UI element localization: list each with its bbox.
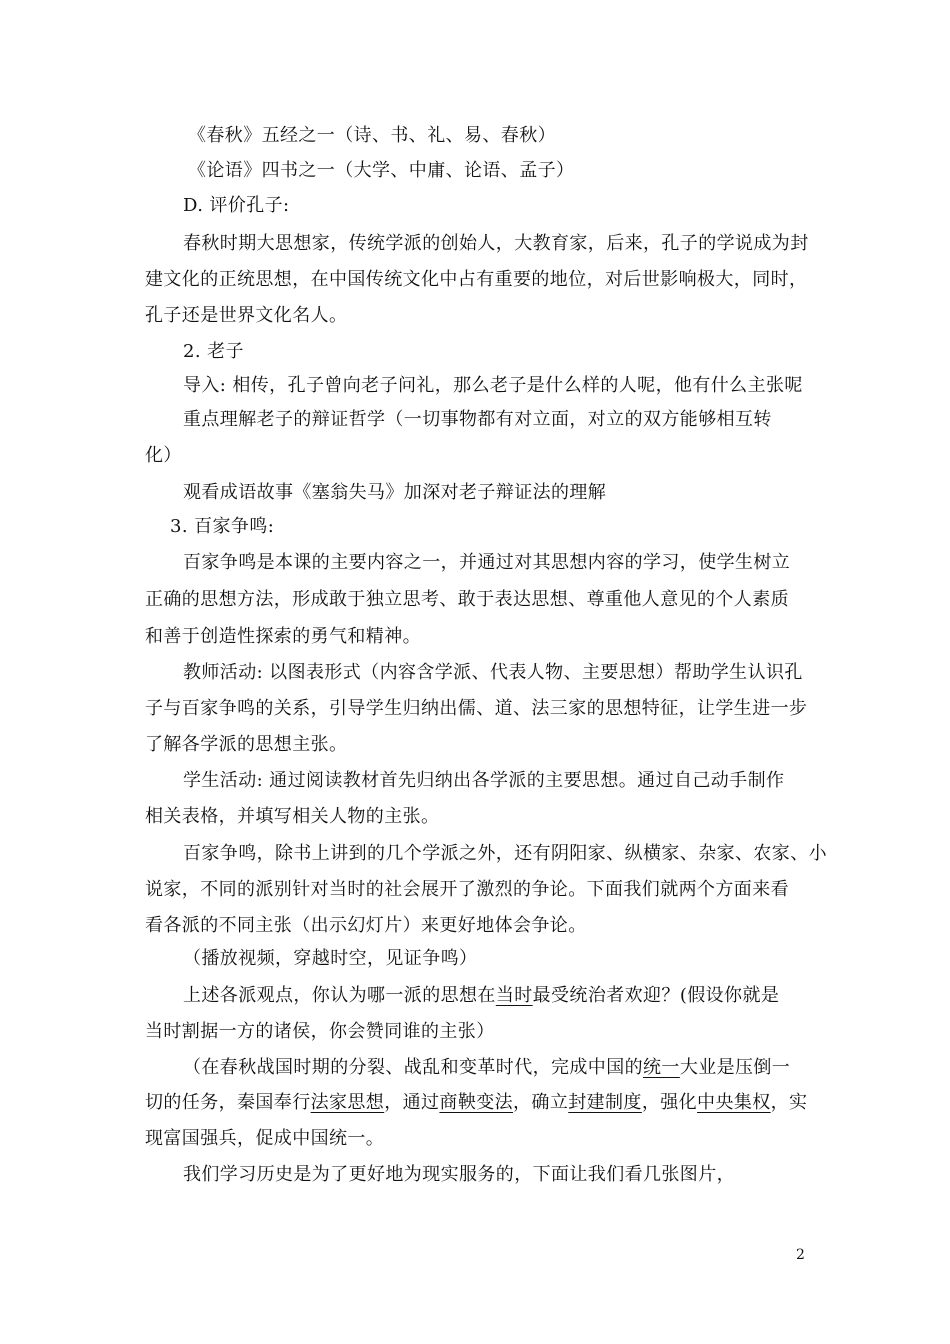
text-line: 观看成语故事《塞翁失马》加深对老子辩证法的理解 [183, 482, 607, 503]
section-heading: 2. 老子 [183, 341, 244, 362]
page-number: 2 [796, 1247, 805, 1263]
text-line: 百家争鸣，除书上讲到的几个学派之外，还有阴阳家、纵横家、杂家、农家、小 [183, 843, 827, 864]
text-line: 我们学习历史是为了更好地为现实服务的，下面让我们看几张图片， [183, 1164, 735, 1185]
text-segment: 切的任务，秦国奉行 [145, 1092, 311, 1113]
text-line: 春秋时期大思想家，传统学派的创始人，大教育家，后来，孔子的学说成为封 [183, 233, 809, 254]
text-line: 现富国强兵，促成中国统一。 [145, 1128, 385, 1149]
text-segment: 大业是压倒一 [679, 1057, 791, 1078]
text-segment: （在春秋战国时期的分裂、战乱和变革时代，完成中国的 [183, 1057, 643, 1078]
text-line: 《论语》四书之一（大学、中庸、论语、孟子） [188, 160, 575, 181]
text-line: 说家，不同的派别针对当时的社会展开了激烈的争论。下面我们就两个方面来看 [145, 879, 789, 900]
answer-line [183, 1055, 790, 1081]
text-line: 正确的思想方法，形成敢于独立思考、敢于表达思想、尊重他人意见的个人素质 [145, 589, 789, 610]
text-line: 相关表格，并填写相关人物的主张。 [145, 806, 440, 827]
question-line [183, 983, 779, 1009]
text-segment: ，强化 [641, 1092, 698, 1113]
text-segment: 最受统治者欢迎？(假设你就是 [532, 985, 780, 1006]
text-line: 化） [145, 445, 182, 466]
underlined-term: 封建制度 [568, 1092, 642, 1113]
text-line: 子与百家争鸣的关系，引导学生归纳出儒、道、法三家的思想特征，让学生进一步 [145, 698, 808, 719]
text-line: 和善于创造性探索的勇气和精神。 [145, 626, 421, 647]
underlined-term: 商鞅变法 [439, 1092, 514, 1113]
text-line: 看各派的不同主张（出示幻灯片）来更好地体会争论。 [145, 915, 587, 936]
underlined-term: 法家思想 [310, 1092, 385, 1113]
text-line: 当时割据一方的诸侯，你会赞同谁的主张） [145, 1021, 495, 1042]
section-heading: D. 评价孔子: [183, 195, 290, 216]
section-heading: 3. 百家争鸣: [170, 516, 275, 537]
underlined-term: 当时 [495, 985, 533, 1006]
text-segment: 上述各派观点，你认为哪一派的思想在 [183, 985, 496, 1006]
text-segment: ，确立 [513, 1092, 569, 1113]
underlined-term: 中央集权 [697, 1092, 771, 1113]
text-line: 《春秋》五经之一（诗、书、礼、易、春秋） [188, 125, 556, 146]
text-line: 学生活动: 通过阅读教材首先归纳出各学派的主要思想。通过自己动手制作 [183, 770, 785, 791]
text-line: 建文化的正统思想，在中国传统文化中占有重要的地位，对后世影响极大，同时， [145, 269, 808, 290]
text-line: 孔子还是世界文化名人。 [145, 305, 348, 326]
underlined-term: 统一 [643, 1057, 680, 1078]
text-segment: ，实 [770, 1092, 808, 1113]
text-line: 教师活动: 以图表形式（内容含学派、代表人物、主要思想）帮助学生认识孔 [183, 662, 803, 683]
text-line: 百家争鸣是本课的主要内容之一，并通过对其思想内容的学习，使学生树立 [183, 552, 791, 573]
answer-line [145, 1090, 807, 1116]
text-line: 重点理解老子的辩证哲学（一切事物都有对立面，对立的双方能够相互转 [183, 409, 772, 430]
text-line: 导入: 相传，孔子曾向老子问礼，那么老子是什么样的人呢，他有什么主张呢 [183, 375, 803, 396]
text-line: 了解各学派的思想主张。 [145, 734, 348, 755]
text-line: （播放视频，穿越时空，见证争鸣） [183, 948, 478, 969]
text-segment: ，通过 [384, 1092, 440, 1113]
